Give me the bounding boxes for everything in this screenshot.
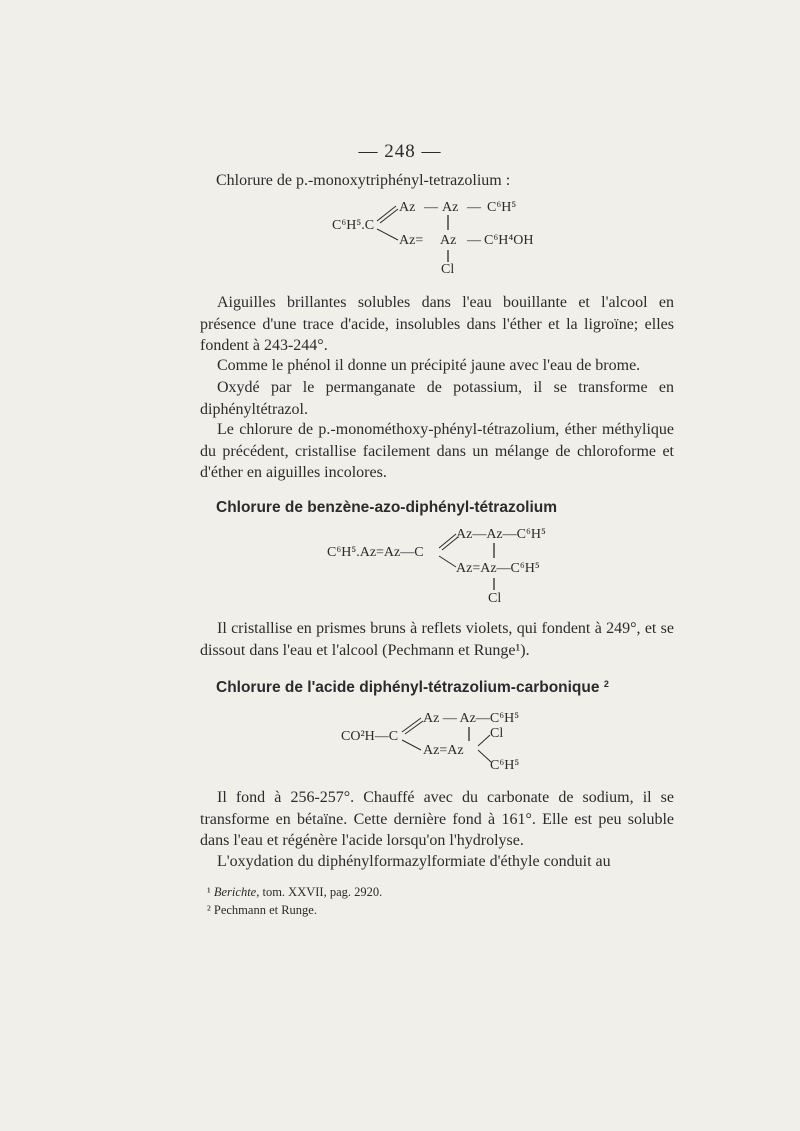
section2-heading: Chlorure de benzène-azo-diphényl-tétrazolium [216,499,558,516]
formula3-cl: Cl [490,726,504,741]
footnote-1 [207,885,382,900]
footnote-2 [207,903,317,918]
formula1-cl: Cl [441,262,455,277]
formula1-left: C⁶H⁵.C [332,218,375,233]
section1-paragraph-1: Aiguilles brillantes solubles dans l'eau bouillante et l'alcool en présence d'une trace d'acide, insolubles dans l'éther et la ligroïne; elles fondent à 243-244°. [200,294,674,354]
formula1-bottom-right: C⁶H⁴OH [484,233,534,248]
formula2-cl: Cl [488,591,502,606]
footnote-1-text: , tom. XXVII, pag. 2920. [256,885,383,899]
formula2-top: Az—Az—C⁶H⁵ [456,527,546,542]
formula1-top-left: Az [399,200,416,215]
formula3-left: CO²H—C [341,729,399,744]
footnote-1-mark: ¹ [207,885,211,899]
section3-heading-ref: 2 [603,679,609,689]
formula1-top-dash2: — [467,200,481,215]
section1-paragraph-2: Comme le phénol il donne un précipité jaune avec l'eau de brome. [217,357,641,374]
footnote-2-mark: ² [207,903,211,917]
formula3-bottom: Az=Az [423,743,464,758]
formula2-bottom: Az=Az—C⁶H⁵ [456,561,540,576]
footnote-2-text: Pechmann et Runge. [213,903,317,917]
footnote-1-source: Berichte [213,885,257,899]
formula1-bottom-mid: Az [440,233,457,248]
section1-paragraph-4: Le chlorure de p.-monométhoxy-phényl-tétrazolium, éther méthylique du précédent, cristallise facilement dans un mélange de chloroforme et d'éther en aiguilles incolores. [200,421,674,481]
page-number-header: — 248 — [358,141,442,162]
formula1-top-dash1: — [424,200,438,215]
formula2-left: C⁶H⁵.Az=Az—C [327,545,424,560]
section3-paragraph-1: Il fond à 256-257°. Chauffé avec du carbonate de sodium, il se transforme en bétaïne. Cette dernière fond à 161°. Elle est peu soluble dans l'eau et régénère l'acide lorsqu'on l'hydrolyse. [200,789,674,849]
formula3-top: Az — Az—C⁶H⁵ [423,711,520,726]
section3-heading-text: Chlorure de l'acide diphényl-tétrazolium-carbonique [216,679,600,696]
section2-paragraph-1: Il cristallise en prismes bruns à reflets violets, qui fondent à 249°, et se dissout dans l'eau et l'alcool (Pechmann et Runge¹). [200,620,674,659]
formula3-bottom-right: C⁶H⁵ [490,758,520,773]
formula1-top-mid: Az [442,200,459,215]
formula1-bottom-dash: — [467,233,481,248]
section1-paragraph-3: Oxydé par le permanganate de potassium, il se transforme en diphényltétrazol. [200,379,674,418]
section1-intro: Chlorure de p.-monoxytriphényl-tetrazolium : [216,172,511,189]
formula1-top-right: C⁶H⁵ [487,200,517,215]
section3-paragraph-2: L'oxydation du diphénylformazylformiate d'éthyle conduit au [217,853,611,870]
formula1-bottom-left: Az= [399,233,424,248]
